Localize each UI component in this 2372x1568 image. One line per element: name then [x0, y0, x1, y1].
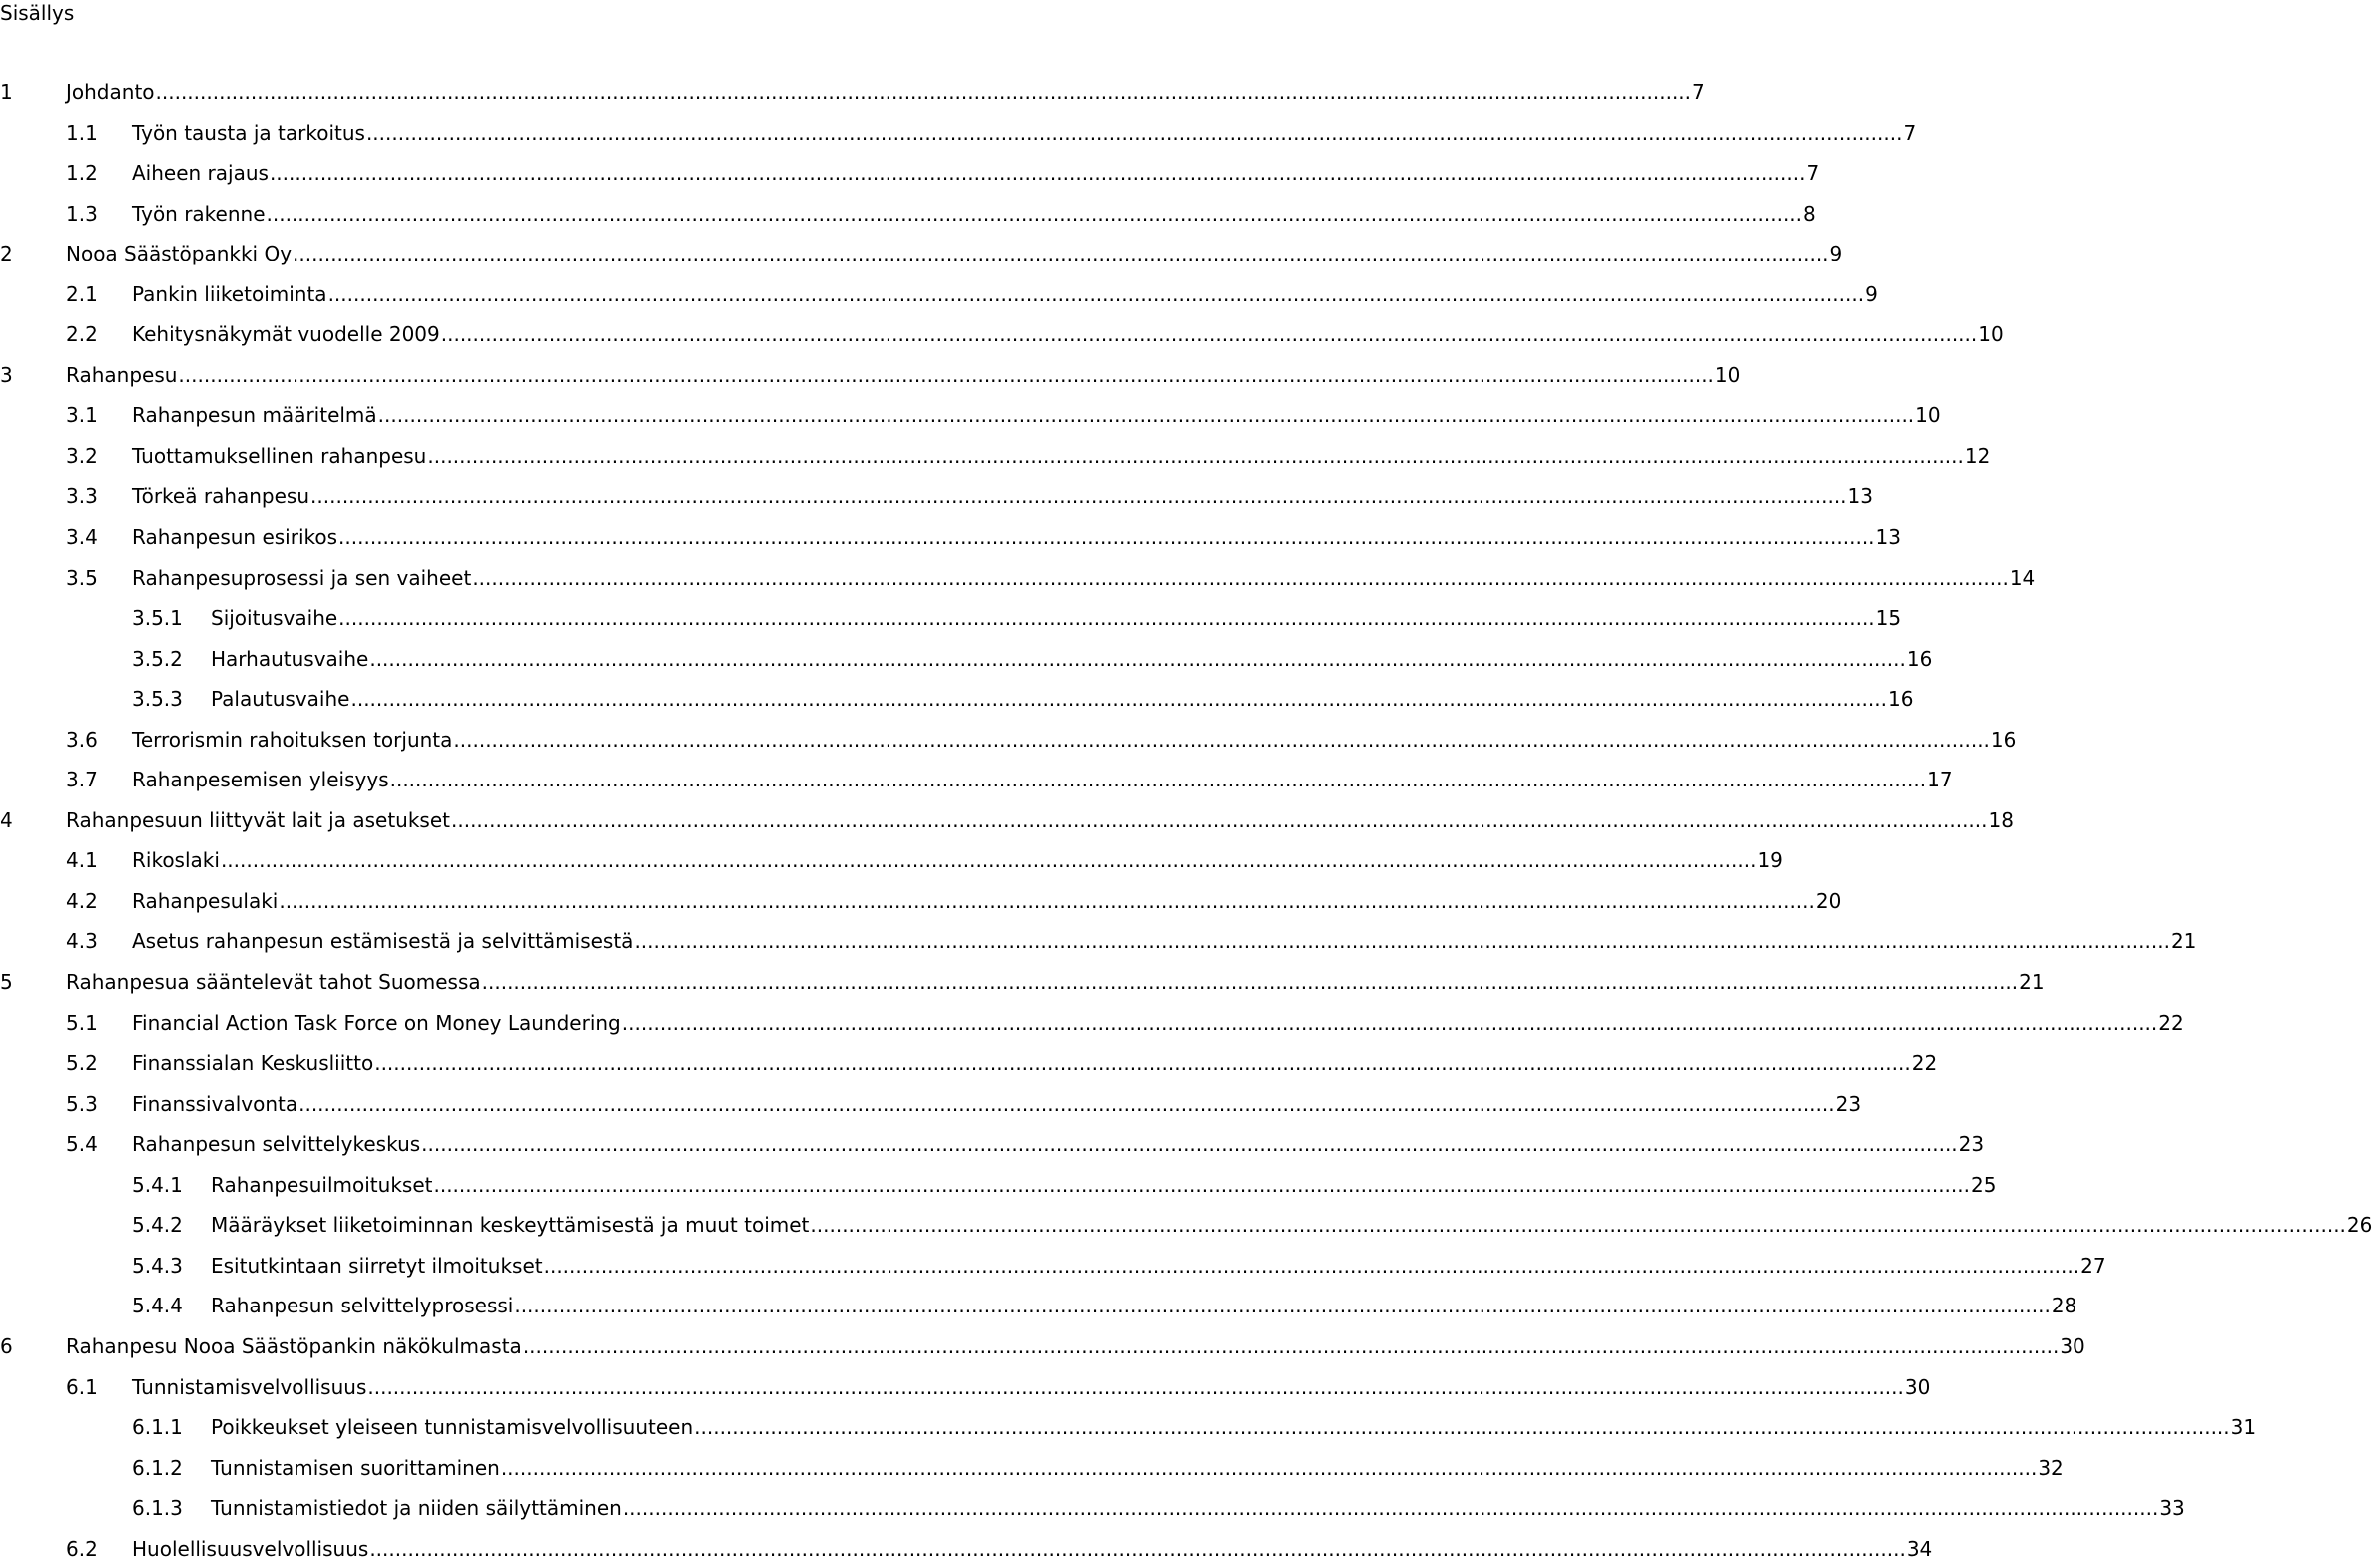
dot-leader: ..................................................................................................................................................................................................................................................	[389, 768, 1927, 792]
toc-entry-page-number: 9	[1829, 242, 1843, 266]
toc-entry-line	[132, 928, 2197, 954]
toc-entry-title[interactable]: Rahanpesua sääntelevät tahot Suomessa	[66, 970, 481, 995]
toc-entry-title[interactable]: Rikoslaki	[132, 848, 220, 873]
toc-entry[interactable]	[0, 719, 2017, 760]
toc-entry-number: 6.1.3	[132, 1496, 183, 1521]
toc-entry-title[interactable]: Rahanpesulaki	[132, 888, 279, 913]
page-title: Sisällys	[0, 1, 75, 25]
dot-leader: ..................................................................................................................................................................................................................................................	[178, 362, 1714, 387]
toc-entry-title[interactable]: Finanssialan Keskusliitto	[132, 1051, 374, 1076]
toc-entry-number: 3.5.1	[132, 606, 183, 631]
toc-entry-line	[66, 79, 1705, 105]
dot-leader: ..................................................................................................................................................................................................................................................	[279, 888, 1815, 913]
toc-entry-number: 4	[0, 807, 13, 832]
dot-leader: ..................................................................................................................................................................................................................................................	[310, 484, 1847, 509]
dot-leader: ..................................................................................................................................................................................................................................................	[377, 403, 1915, 428]
toc-entry-page-number: 30	[1904, 1374, 1931, 1399]
toc-entry-title[interactable]: Tuottamuksellinen rahanpesu	[132, 443, 427, 468]
toc-entry-number: 5.3	[66, 1091, 98, 1116]
toc-entry[interactable]	[0, 233, 1843, 273]
toc-entry[interactable]	[0, 1123, 1985, 1164]
toc-entry-title[interactable]: Rahanpesun selvittelykeskus	[132, 1132, 421, 1157]
toc-entry[interactable]	[0, 475, 1873, 516]
toc-entry[interactable]	[0, 1245, 2106, 1286]
toc-entry-page-number: 30	[2060, 1333, 2085, 1358]
toc-entry-number: 3.6	[66, 727, 98, 752]
toc-entry-line	[66, 362, 1741, 388]
toc-entry[interactable]	[0, 920, 2197, 961]
dot-leader: ..................................................................................................................................................................................................................................................	[155, 80, 1692, 104]
toc-entry-line	[211, 1455, 2064, 1481]
toc-entry-title[interactable]: Rahanpesun selvittelyprosessi	[211, 1294, 514, 1318]
toc-entry-line	[132, 1010, 2184, 1036]
toc-entry-title[interactable]: Rahanpesuun liittyvät lait ja asetukset	[66, 807, 450, 832]
toc-entry[interactable]	[0, 435, 1991, 476]
toc-entry-title[interactable]: Määräykset liiketoiminnan keskeyttämisestä ja muut toimet	[211, 1213, 810, 1238]
toc-entry-title[interactable]: Harhautusvaihe	[211, 646, 369, 671]
toc-entry-title[interactable]: Työn rakenne	[132, 201, 266, 226]
toc-entry[interactable]	[0, 1285, 2077, 1325]
toc-entry-number: 3	[0, 362, 13, 387]
toc-entry-page-number: 27	[2080, 1253, 2106, 1278]
toc-entry-line	[132, 120, 1917, 146]
toc-entry-line	[211, 1172, 1997, 1198]
toc-entry[interactable]	[0, 1487, 2185, 1528]
toc-entry[interactable]	[0, 313, 2004, 354]
toc-entry-number: 2.2	[66, 322, 98, 347]
toc-entry-number: 3.5.2	[132, 646, 183, 671]
toc-entry-page-number: 16	[1906, 646, 1933, 671]
toc-entry-title[interactable]: Esitutkintaan siirretyt ilmoitukset	[211, 1253, 543, 1278]
toc-entry-page-number: 33	[2159, 1496, 2185, 1521]
toc-entry-page-number: 7	[1692, 80, 1705, 104]
toc-entry[interactable]	[0, 1083, 1862, 1124]
toc-entry-page-number: 16	[1887, 687, 1914, 712]
toc-entry-line	[132, 1536, 1933, 1562]
toc-entry[interactable]	[0, 1002, 2184, 1043]
toc-entry[interactable]	[0, 678, 1914, 719]
dot-leader: ..................................................................................................................................................................................................................................................	[220, 848, 1757, 873]
toc-entry-page-number: 10	[1714, 362, 1741, 387]
toc-entry[interactable]	[0, 152, 1820, 193]
toc-entry-number: 1.2	[66, 161, 98, 186]
toc-entry-line	[211, 1495, 2185, 1521]
toc-entry-line	[132, 767, 1953, 792]
dot-leader: ..................................................................................................................................................................................................................................................	[369, 646, 1906, 671]
toc-entry[interactable]	[0, 1406, 2257, 1447]
toc-entry-line	[211, 605, 1902, 631]
toc-entry-page-number: 26	[2346, 1213, 2372, 1238]
toc-entry-line	[132, 402, 1941, 428]
toc-entry-title[interactable]: Rahanpesuprosessi ja sen vaiheet	[132, 565, 472, 590]
dot-leader: ..................................................................................................................................................................................................................................................	[365, 120, 1903, 145]
toc-entry-page-number: 7	[1806, 161, 1820, 186]
toc-entry-title[interactable]: Palautusvaihe	[211, 687, 350, 712]
dot-leader: ..................................................................................................................................................................................................................................................	[293, 242, 1829, 266]
toc-entry-title[interactable]: Rahanpesun määritelmä	[132, 403, 377, 428]
toc-entry-title[interactable]: Tunnistamistiedot ja niiden säilyttäminen	[211, 1496, 622, 1521]
toc-entry[interactable]	[0, 557, 2036, 598]
toc-entry[interactable]	[0, 880, 1842, 921]
toc-entry-page-number: 25	[1970, 1172, 1997, 1197]
toc-entry-title[interactable]: Aiheen rajaus	[132, 161, 269, 186]
toc-entry-title[interactable]: Pankin liiketoiminta	[132, 281, 327, 306]
toc-entry-number: 2.1	[66, 281, 98, 306]
toc-entry-number: 3.2	[66, 443, 98, 468]
dot-leader: ..................................................................................................................................................................................................................................................	[338, 606, 1875, 631]
toc-entry-page-number: 22	[1911, 1051, 1938, 1076]
dot-leader: ..................................................................................................................................................................................................................................................	[500, 1455, 2038, 1480]
toc-entry-page-number: 10	[1915, 403, 1941, 428]
toc-entry[interactable]	[0, 1528, 1933, 1568]
toc-entry-title[interactable]: Financial Action Task Force on Money Laundering	[132, 1010, 621, 1035]
toc-entry-number: 3.5	[66, 565, 98, 590]
toc-entry-page-number: 23	[1958, 1132, 1985, 1157]
toc-entry-title[interactable]: Tunnistamisen suorittaminen	[211, 1455, 500, 1480]
toc-entry-number: 3.1	[66, 403, 98, 428]
toc-entry[interactable]	[0, 799, 2014, 840]
toc-entry-line	[132, 1374, 1931, 1400]
toc-entry-line	[66, 1333, 2085, 1359]
toc-entry-line	[132, 565, 2036, 591]
toc-entry[interactable]	[0, 112, 1917, 153]
toc-entry-number: 1.1	[66, 120, 98, 145]
toc-entry-title[interactable]: Huolellisuusvelvollisuus	[132, 1536, 369, 1561]
toc-entry-number: 3.7	[66, 768, 98, 792]
toc-entry[interactable]	[0, 759, 1953, 799]
toc-entry-page-number: 20	[1815, 888, 1842, 913]
dot-leader: ..................................................................................................................................................................................................................................................	[481, 970, 2019, 995]
toc-entry-page-number: 28	[2051, 1294, 2077, 1318]
toc-entry-title[interactable]: Asetus rahanpesun estämisestä ja selvittämisestä	[132, 929, 634, 954]
toc-entry-line	[132, 847, 1783, 873]
toc-entry[interactable]	[0, 1164, 1997, 1205]
dot-leader: ..................................................................................................................................................................................................................................................	[634, 929, 2170, 954]
dot-leader: ..................................................................................................................................................................................................................................................	[453, 727, 1990, 752]
toc-entry-line	[66, 807, 2014, 833]
toc-entry-number: 5.4.2	[132, 1213, 183, 1238]
toc-entry[interactable]	[0, 597, 1902, 638]
toc-entry[interactable]	[0, 961, 2045, 1002]
toc-entry-number: 6	[0, 1333, 13, 1358]
toc-entry-number: 5.4	[66, 1132, 98, 1157]
toc-entry-line	[132, 160, 1820, 186]
toc-entry-title[interactable]: Sijoitusvaihe	[211, 606, 338, 631]
toc-entry-title[interactable]: Rahanpesemisen yleisyys	[132, 768, 389, 792]
toc-entry-line	[132, 727, 2017, 753]
toc-entry[interactable]	[0, 638, 1933, 679]
toc-entry-number: 3.4	[66, 525, 98, 550]
toc-entry[interactable]	[0, 516, 1901, 557]
dot-leader: ..................................................................................................................................................................................................................................................	[374, 1051, 1911, 1076]
toc-entry-line	[132, 201, 1816, 227]
dot-leader: ..................................................................................................................................................................................................................................................	[810, 1213, 2346, 1238]
toc-entry-page-number: 22	[2158, 1010, 2184, 1035]
toc-entry-line	[211, 1253, 2106, 1279]
dot-leader: ..................................................................................................................................................................................................................................................	[543, 1253, 2080, 1278]
toc-entry-line	[66, 969, 2045, 995]
toc-entry-page-number: 8	[1803, 201, 1816, 226]
toc-entry[interactable]	[0, 193, 1816, 234]
toc-entry-page-number: 31	[2230, 1415, 2257, 1440]
toc-entry-page-number: 16	[1990, 727, 2017, 752]
toc-entry-number: 5.4.1	[132, 1172, 183, 1197]
toc-entry-number: 6.1.1	[132, 1415, 183, 1440]
dot-leader: ..................................................................................................................................................................................................................................................	[298, 1091, 1835, 1116]
toc-entry[interactable]	[0, 354, 1741, 395]
toc-entry[interactable]	[0, 839, 1783, 880]
toc-entry-line	[132, 888, 1842, 914]
dot-leader: ..................................................................................................................................................................................................................................................	[369, 1536, 1906, 1561]
dot-leader: ..................................................................................................................................................................................................................................................	[367, 1374, 1904, 1399]
toc-entry-line	[132, 1091, 1862, 1117]
toc-entry-page-number: 32	[2038, 1455, 2064, 1480]
toc-entry-number: 4.3	[66, 929, 98, 954]
toc-entry-title[interactable]: Työn tausta ja tarkoitus	[132, 120, 365, 145]
dot-leader: ..................................................................................................................................................................................................................................................	[269, 161, 1806, 186]
toc-entry-title[interactable]: Poikkeukset yleiseen tunnistamisvelvollisuuteen	[211, 1415, 694, 1440]
toc-entry-page-number: 17	[1927, 768, 1953, 792]
toc-entry-number: 4.2	[66, 888, 98, 913]
toc-entry-title[interactable]: Rahanpesuilmoitukset	[211, 1172, 433, 1197]
dot-leader: ..................................................................................................................................................................................................................................................	[472, 565, 2009, 590]
dot-leader: ..................................................................................................................................................................................................................................................	[421, 1132, 1958, 1157]
dot-leader: ..................................................................................................................................................................................................................................................	[451, 807, 1988, 832]
toc-entry-page-number: 18	[1988, 807, 2014, 832]
toc-entry[interactable]	[0, 1366, 1931, 1407]
toc-entry[interactable]	[0, 394, 1941, 435]
toc-entry-line	[132, 524, 1901, 550]
toc-entry-page-number: 34	[1906, 1536, 1933, 1561]
dot-leader: ..................................................................................................................................................................................................................................................	[427, 443, 1964, 468]
toc-entry-title[interactable]: Rahanpesu Nooa Säästöpankin näkökulmasta	[66, 1333, 522, 1358]
dot-leader: ..................................................................................................................................................................................................................................................	[327, 281, 1865, 306]
toc-entry-number: 4.1	[66, 848, 98, 873]
dot-leader: ..................................................................................................................................................................................................................................................	[621, 1010, 2158, 1035]
dot-leader: ..................................................................................................................................................................................................................................................	[266, 201, 1803, 226]
toc-entry-line	[211, 646, 1933, 672]
toc-entry-page-number: 21	[2170, 929, 2197, 954]
dot-leader: ..................................................................................................................................................................................................................................................	[433, 1172, 1970, 1197]
toc-entry-number: 3.3	[66, 484, 98, 509]
toc-entry-page-number: 7	[1903, 120, 1917, 145]
toc-entry-page-number: 10	[1978, 322, 2004, 347]
toc-entry-number: 6.2	[66, 1536, 98, 1561]
table-of-contents	[0, 71, 2372, 1568]
toc-entry[interactable]	[0, 1325, 2085, 1366]
toc-entry-title[interactable]: Rahanpesu	[66, 362, 178, 387]
toc-entry-number: 5.2	[66, 1051, 98, 1076]
toc-entry-line	[132, 281, 1878, 307]
toc-entry[interactable]	[0, 1042, 1938, 1083]
toc-entry-page-number: 23	[1835, 1091, 1862, 1116]
toc-entry-title[interactable]: Finanssivalvonta	[132, 1091, 298, 1116]
toc-entry-title[interactable]: Kehitysnäkymät vuodelle 2009	[132, 322, 440, 347]
toc-entry-number: 5.1	[66, 1010, 98, 1035]
toc-entry-line	[132, 1050, 1938, 1076]
toc-entry-title[interactable]: Törkeä rahanpesu	[132, 484, 310, 509]
dot-leader: ..................................................................................................................................................................................................................................................	[694, 1415, 2230, 1440]
toc-entry-line	[211, 1414, 2257, 1440]
toc-entry[interactable]	[0, 1204, 2372, 1245]
toc-entry[interactable]	[0, 273, 1878, 314]
toc-entry-number: 5.4.4	[132, 1294, 183, 1318]
toc-entry-page-number: 13	[1847, 484, 1873, 509]
dot-leader: ..................................................................................................................................................................................................................................................	[338, 525, 1875, 550]
toc-entry-line	[132, 1131, 1985, 1157]
toc-entry-line	[132, 443, 1991, 469]
dot-leader: ..................................................................................................................................................................................................................................................	[350, 687, 1887, 712]
toc-entry-line	[66, 241, 1843, 266]
toc-entry-page-number: 15	[1875, 606, 1902, 631]
toc-entry[interactable]	[0, 1447, 2064, 1488]
toc-entry-page-number: 9	[1865, 281, 1878, 306]
toc-entry-number: 2	[0, 242, 13, 266]
dot-leader: ..................................................................................................................................................................................................................................................	[514, 1294, 2051, 1318]
toc-entry-page-number: 19	[1757, 848, 1783, 873]
toc-entry-title[interactable]: Johdanto	[66, 80, 155, 104]
toc-entry-line	[132, 483, 1873, 509]
toc-entry-number: 6.1.2	[132, 1455, 183, 1480]
toc-entry-title[interactable]: Nooa Säästöpankki Oy	[66, 242, 293, 266]
toc-entry-page-number: 14	[2009, 565, 2036, 590]
toc-entry-number: 5.4.3	[132, 1253, 183, 1278]
toc-entry-title[interactable]: Rahanpesun esirikos	[132, 525, 338, 550]
toc-entry[interactable]	[0, 71, 1705, 112]
toc-entry-page-number: 21	[2019, 970, 2045, 995]
dot-leader: ..................................................................................................................................................................................................................................................	[622, 1496, 2159, 1521]
dot-leader: ..................................................................................................................................................................................................................................................	[522, 1333, 2060, 1358]
toc-entry-title[interactable]: Tunnistamisvelvollisuus	[132, 1374, 367, 1399]
toc-entry-line	[211, 1212, 2372, 1238]
toc-entry-title[interactable]: Terrorismin rahoituksen torjunta	[132, 727, 453, 752]
toc-entry-number: 3.5.3	[132, 687, 183, 712]
toc-entry-line	[132, 321, 2004, 347]
toc-entry-page-number: 12	[1964, 443, 1991, 468]
toc-entry-number: 1.3	[66, 201, 98, 226]
toc-entry-number: 1	[0, 80, 13, 104]
toc-entry-number: 6.1	[66, 1374, 98, 1399]
toc-entry-page-number: 13	[1875, 525, 1901, 550]
toc-entry-number: 5	[0, 970, 13, 995]
toc-entry-line	[211, 686, 1914, 712]
toc-entry-line	[211, 1293, 2077, 1318]
dot-leader: ..................................................................................................................................................................................................................................................	[440, 322, 1978, 347]
